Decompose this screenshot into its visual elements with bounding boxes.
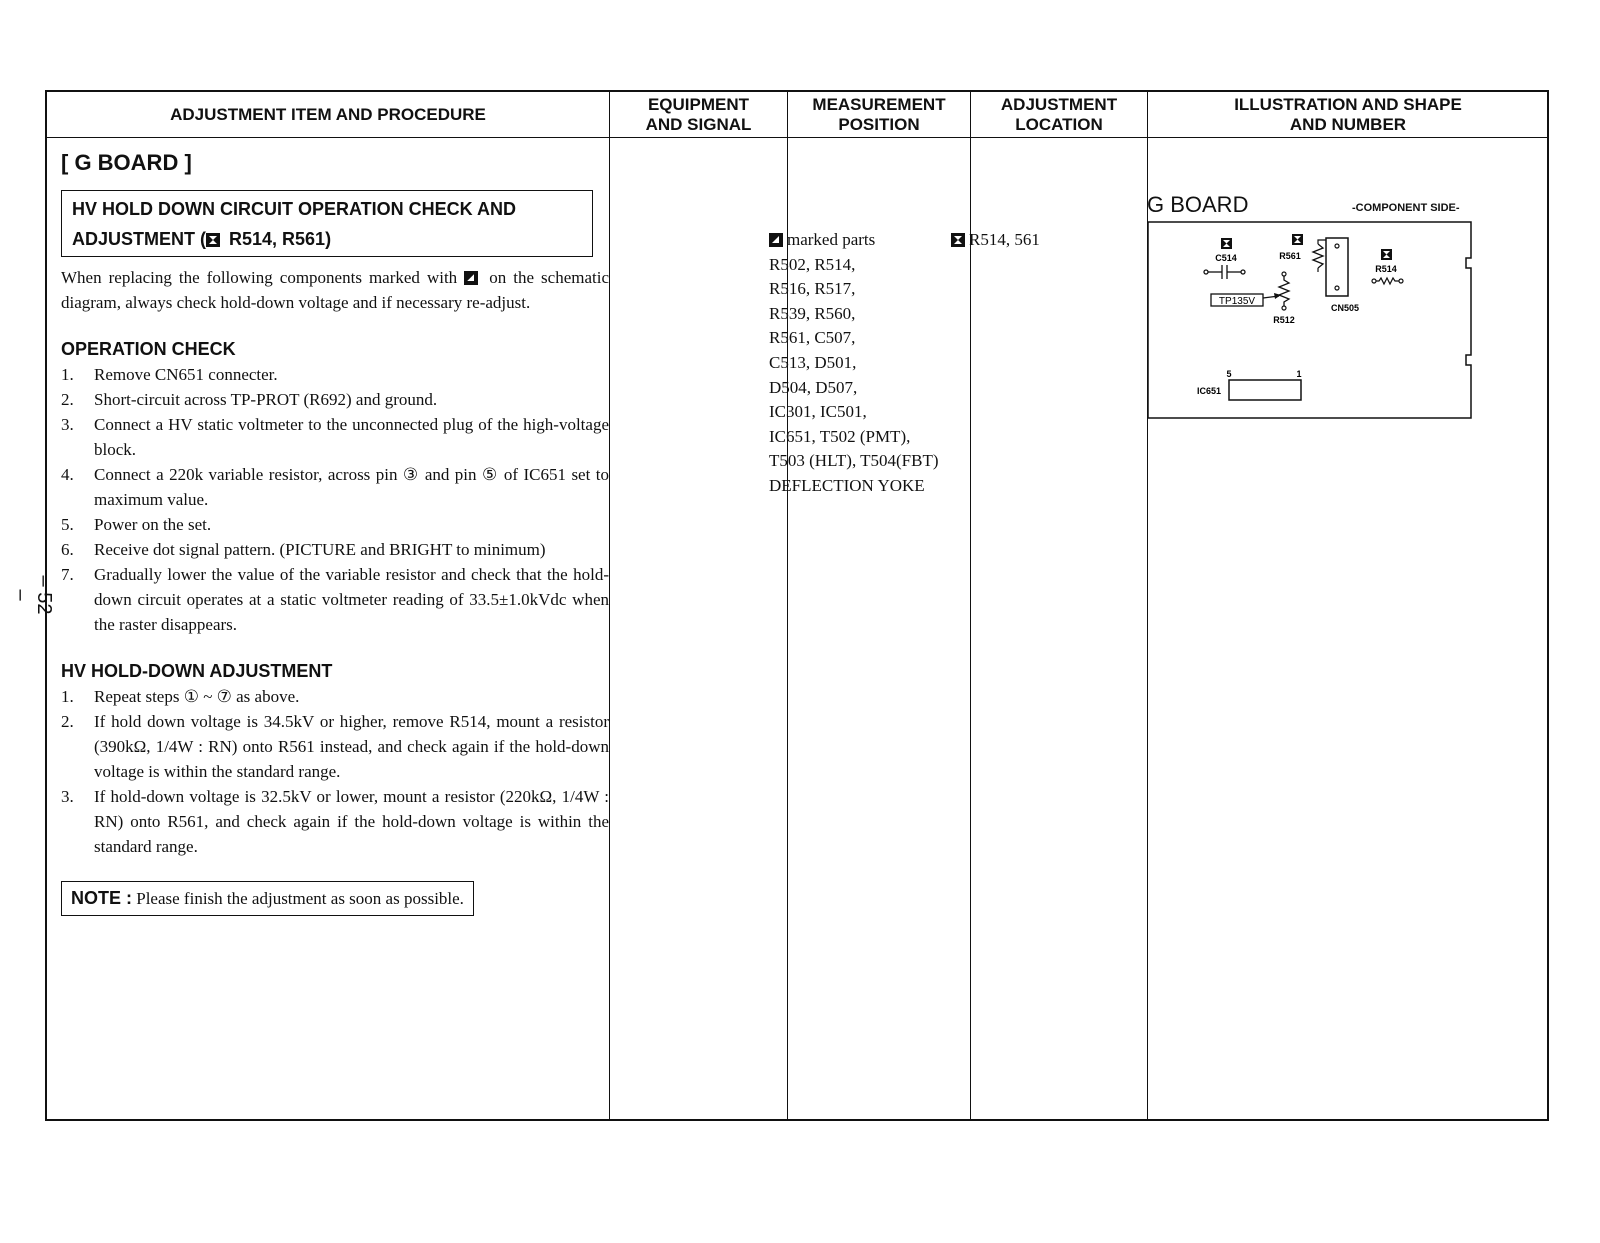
board-diagram (1147, 220, 1477, 425)
measurement-part-line: DEFLECTION YOKE (769, 475, 925, 495)
note-box (61, 881, 474, 916)
operation-check-steps (61, 362, 609, 637)
procedure-step (61, 512, 609, 537)
hv-adjustment-steps (61, 684, 609, 859)
safety-mark-icon (206, 233, 220, 247)
measurement-part-line: D504, D507, (769, 377, 858, 397)
measurement-part-line: T503 (HLT), T504(FBT) (769, 451, 939, 471)
hv-adjustment-title: HV HOLD-DOWN ADJUSTMENT (61, 661, 333, 681)
step-text: Connect a 220k variable resistor, across pin ③ and pin ⑤ of IC651 set to maximum value. (94, 465, 609, 509)
measurement-part-line: R539, R560, (769, 303, 856, 323)
step-number: 2. (61, 390, 74, 409)
r514-resistor-icon (1372, 278, 1403, 284)
procedure-step (61, 784, 609, 859)
tp135v-label: TP135V (1218, 296, 1256, 307)
marked-parts-line: marked parts (769, 228, 949, 253)
header-equipment-signal: EQUIPMENT AND SIGNAL (645, 94, 752, 134)
step-number: 6. (61, 540, 74, 559)
adjustment-table (45, 90, 1549, 1121)
step-number: 2. (61, 712, 74, 731)
r514-label: R514 (1375, 264, 1397, 274)
procedure-title-line2: ADJUSTMENT ( R514, R561) (72, 229, 332, 249)
note-label: NOTE : (71, 888, 132, 908)
measurement-part-line: C513, D501, (769, 352, 857, 372)
c514-marker-icon (1221, 238, 1232, 249)
c514-label: C514 (1215, 253, 1237, 263)
adjustment-location: R514, 561 (951, 228, 1111, 252)
step-number: 1. (61, 365, 74, 384)
procedure-step (61, 562, 609, 637)
step-text: Power on the set. (94, 515, 212, 534)
operation-check-title: OPERATION CHECK (61, 339, 236, 359)
measurement-position-list (769, 228, 949, 499)
measurement-part-line: R502, R514, (769, 254, 856, 274)
procedure-column (61, 150, 609, 916)
measurement-part-line: IC301, IC501, (769, 402, 867, 422)
step-number: 3. (61, 415, 74, 434)
measurement-part-line: R516, R517, (769, 279, 856, 299)
step-text: Short-circuit across TP-PROT (R692) and ground. (94, 390, 438, 409)
step-number: 4. (61, 465, 74, 484)
measurement-part-line: R561, C507, (769, 328, 856, 348)
procedure-step (61, 709, 609, 784)
procedure-step (61, 537, 609, 562)
r512-resistor-icon (1279, 276, 1289, 306)
step-text: Connect a HV static voltmeter to the unconnected plug of the high-voltage block. (94, 415, 609, 459)
column-divider (609, 92, 610, 1119)
procedure-step (61, 362, 609, 387)
header-measurement-position: MEASUREMENT POSITION (812, 94, 946, 134)
procedure-step (61, 412, 609, 462)
header-adjustment-location: ADJUSTMENT LOCATION (1000, 94, 1118, 134)
step-number: 1. (61, 687, 74, 706)
step-text: Repeat steps ① ~ ⑦ as above. (94, 687, 300, 706)
pin5-label: 5 (1226, 369, 1232, 379)
component-side-label: -COMPONENT SIDE- (1352, 202, 1460, 214)
intro-paragraph: When replacing the following components marked with on the schematic diagram, always check hold-down voltage and if necessary re-adjust. (61, 268, 610, 312)
procedure-title-line1: HV HOLD DOWN CIRCUIT OPERATION CHECK AND (72, 199, 516, 219)
marked-part-icon (769, 233, 783, 247)
r561-resistor-icon (1313, 244, 1323, 268)
board-title: G BOARD (1147, 192, 1249, 217)
r561-marker-icon (1292, 234, 1303, 245)
step-number: 3. (61, 787, 74, 806)
page-number: – 52 – (10, 575, 55, 615)
r514-marker-icon (1381, 249, 1392, 260)
r512-label: R512 (1273, 315, 1295, 325)
procedure-title-box (61, 190, 593, 257)
measurement-part-line: IC651, T502 (PMT), (769, 426, 911, 446)
ic651-label: IC651 (1196, 386, 1222, 396)
cn505-connector-icon (1326, 238, 1348, 296)
cn505-label: CN505 (1330, 303, 1360, 313)
step-text: Gradually lower the value of the variable resistor and check that the hold-down circuit operates at a static voltmeter reading of 33.5±1.0kVdc when the raster disappears. (94, 565, 609, 634)
capacitor-icon (1204, 265, 1245, 279)
step-text: If hold down voltage is 34.5kV or higher, remove R514, mount a resistor (390kΩ, 1/4W : RN) onto R561 instead, and check again if the hold-down voltage is within the standard range. (94, 712, 609, 781)
step-text: Remove CN651 connecter. (94, 365, 278, 384)
step-number: 7. (61, 565, 74, 584)
ic651-chip-icon (1229, 380, 1301, 400)
procedure-step (61, 684, 609, 709)
procedure-step (61, 462, 609, 512)
marked-part-icon (464, 271, 478, 285)
step-text: If hold-down voltage is 32.5kV or lower, mount a resistor (220kΩ, 1/4W : RN) onto R561, and check again if the hold-down voltage is within the standard range. (94, 787, 609, 856)
header-adjustment-item: ADJUSTMENT ITEM AND PROCEDURE (170, 104, 486, 124)
header-illustration: ILLUSTRATION AND SHAPE AND NUMBER (1234, 94, 1462, 134)
header-divider (47, 137, 1547, 138)
step-number: 5. (61, 515, 74, 534)
pin1-label: 1 (1296, 369, 1302, 379)
board-tag: [ G BOARD ] (61, 150, 192, 175)
g-board-illustration (1147, 192, 1487, 432)
step-text: Receive dot signal pattern. (PICTURE and BRIGHT to minimum) (94, 540, 546, 559)
r561-label: R561 (1279, 251, 1301, 261)
note-text: Please finish the adjustment as soon as possible. (132, 889, 464, 908)
procedure-step (61, 387, 609, 412)
safety-mark-icon (951, 233, 965, 247)
